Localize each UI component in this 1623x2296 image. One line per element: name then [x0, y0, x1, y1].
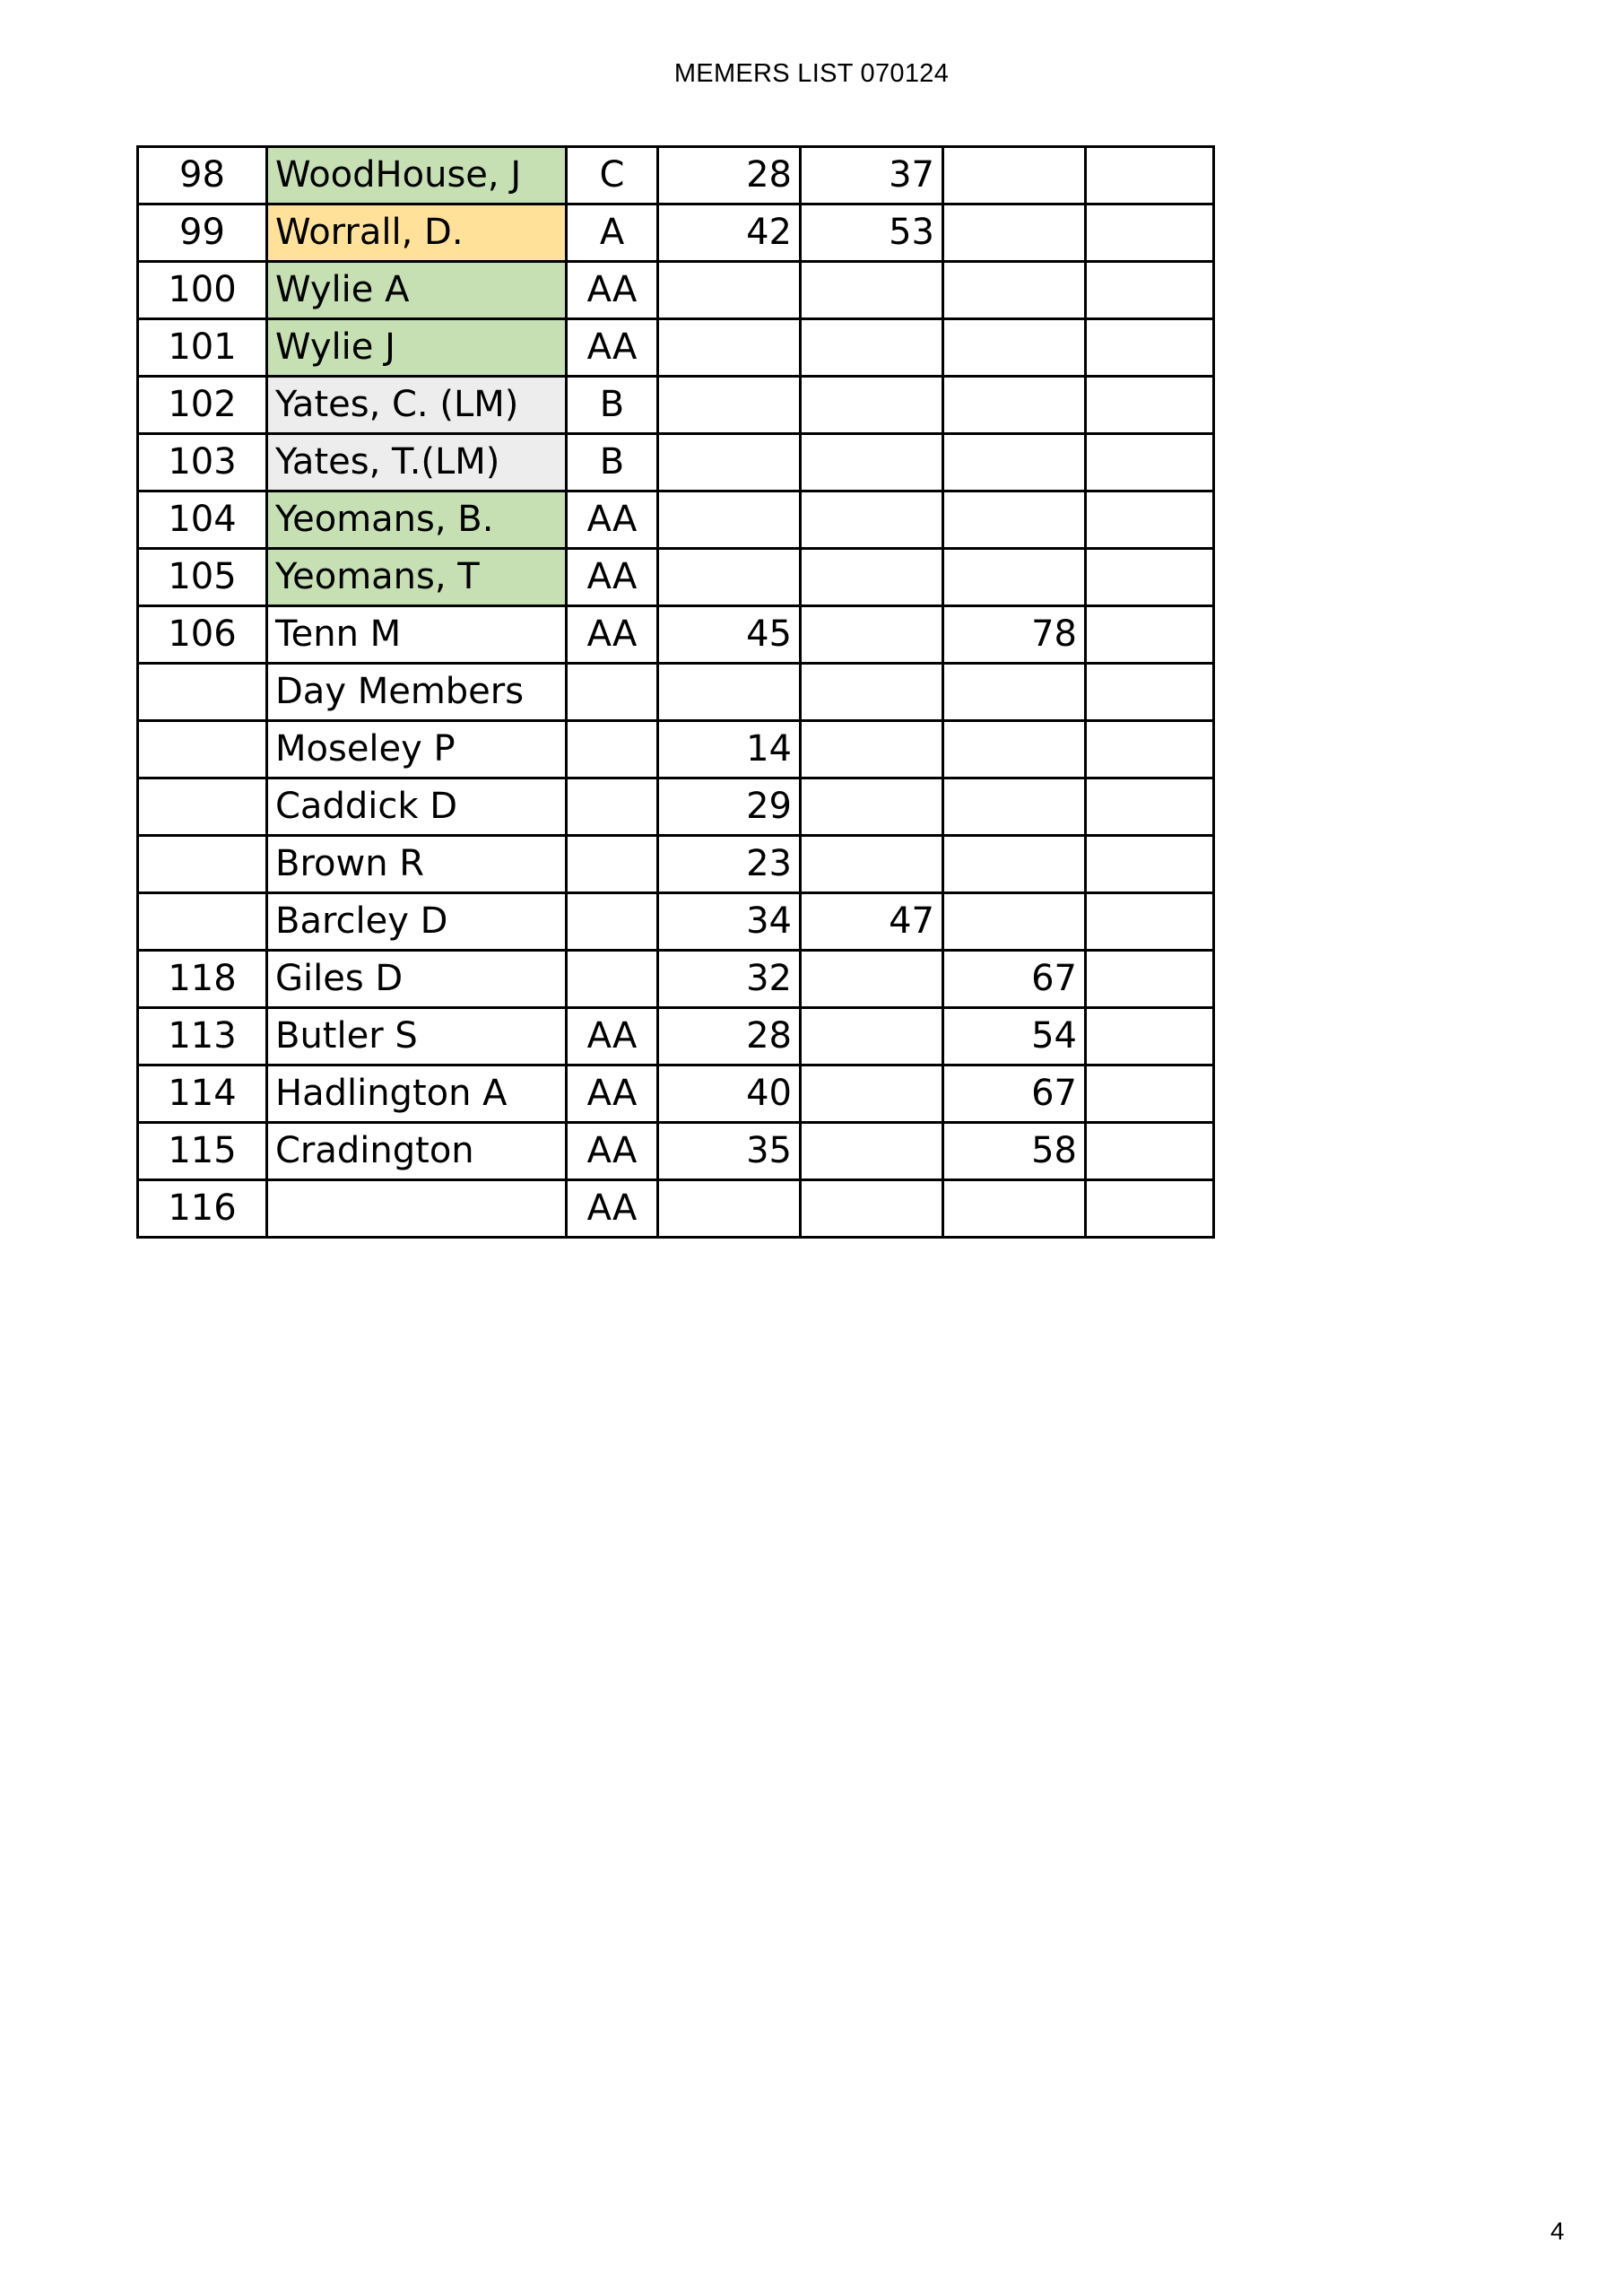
value-1-cell: 29: [658, 778, 801, 836]
member-number-cell: [138, 836, 267, 893]
value-1-cell: [658, 377, 801, 434]
member-name-cell: Tenn M: [267, 606, 567, 664]
value-3-cell: [943, 262, 1086, 319]
value-3-cell: 67: [943, 951, 1086, 1008]
member-name-cell: Cradington: [267, 1123, 567, 1180]
value-4-cell: [1086, 262, 1214, 319]
table-row: [138, 1008, 1214, 1065]
member-number-cell: 104: [138, 491, 267, 549]
page-title: MEMERS LIST 070124: [673, 59, 950, 88]
member-class-cell: AA: [567, 1065, 658, 1123]
member-class-cell: [567, 893, 658, 951]
value-3-cell: [943, 664, 1086, 721]
value-3-cell: [943, 893, 1086, 951]
value-1-cell: 28: [658, 1008, 801, 1065]
value-4-cell: [1086, 1123, 1214, 1180]
value-4-cell: [1086, 1065, 1214, 1123]
value-2-cell: [801, 1065, 943, 1123]
value-4-cell: [1086, 1008, 1214, 1065]
value-3-cell: [943, 434, 1086, 491]
member-name-cell: Yeomans, T: [267, 549, 567, 606]
value-4-cell: [1086, 664, 1214, 721]
table-row: [138, 664, 1214, 721]
member-class-cell: [567, 664, 658, 721]
member-number-cell: [138, 778, 267, 836]
page-number: 4: [1550, 2217, 1565, 2245]
table-row: [138, 147, 1214, 204]
member-name-cell: Giles D: [267, 951, 567, 1008]
value-1-cell: [658, 262, 801, 319]
value-2-cell: [801, 721, 943, 778]
member-number-cell: 103: [138, 434, 267, 491]
member-class-cell: AA: [567, 1123, 658, 1180]
value-3-cell: [943, 147, 1086, 204]
member-class-cell: [567, 778, 658, 836]
value-4-cell: [1086, 778, 1214, 836]
value-3-cell: [943, 204, 1086, 262]
value-4-cell: [1086, 721, 1214, 778]
table-row: [138, 893, 1214, 951]
table-row: [138, 836, 1214, 893]
member-name-cell: Brown R: [267, 836, 567, 893]
table-row: [138, 778, 1214, 836]
value-1-cell: 40: [658, 1065, 801, 1123]
value-1-cell: [658, 1180, 801, 1238]
value-3-cell: 58: [943, 1123, 1086, 1180]
table-row: [138, 1123, 1214, 1180]
member-class-cell: AA: [567, 1180, 658, 1238]
value-1-cell: 28: [658, 147, 801, 204]
table-row: [138, 1065, 1214, 1123]
value-4-cell: [1086, 204, 1214, 262]
member-class-cell: [567, 836, 658, 893]
value-4-cell: [1086, 893, 1214, 951]
member-number-cell: 118: [138, 951, 267, 1008]
table-row: [138, 951, 1214, 1008]
value-2-cell: [801, 1123, 943, 1180]
value-3-cell: [943, 721, 1086, 778]
member-class-cell: AA: [567, 1008, 658, 1065]
table-row: [138, 549, 1214, 606]
member-name-cell: Yates, C. (LM): [267, 377, 567, 434]
value-4-cell: [1086, 147, 1214, 204]
value-3-cell: 67: [943, 1065, 1086, 1123]
member-number-cell: 98: [138, 147, 267, 204]
value-1-cell: 42: [658, 204, 801, 262]
table-row: [138, 434, 1214, 491]
member-number-cell: [138, 664, 267, 721]
member-name-cell: [267, 1180, 567, 1238]
value-4-cell: [1086, 319, 1214, 377]
member-name-cell: Butler S: [267, 1008, 567, 1065]
member-name-cell: Wylie A: [267, 262, 567, 319]
value-1-cell: 34: [658, 893, 801, 951]
value-4-cell: [1086, 491, 1214, 549]
member-class-cell: C: [567, 147, 658, 204]
table-row: [138, 606, 1214, 664]
member-name-cell: Barcley D: [267, 893, 567, 951]
table-row: [138, 491, 1214, 549]
value-2-cell: [801, 262, 943, 319]
member-name-cell: Yates, T.(LM): [267, 434, 567, 491]
member-class-cell: B: [567, 434, 658, 491]
value-4-cell: [1086, 549, 1214, 606]
value-2-cell: [801, 1008, 943, 1065]
value-3-cell: [943, 778, 1086, 836]
value-1-cell: 14: [658, 721, 801, 778]
value-2-cell: [801, 319, 943, 377]
member-class-cell: AA: [567, 262, 658, 319]
value-4-cell: [1086, 377, 1214, 434]
value-2-cell: [801, 606, 943, 664]
value-2-cell: 47: [801, 893, 943, 951]
member-class-cell: AA: [567, 319, 658, 377]
value-1-cell: [658, 549, 801, 606]
member-number-cell: [138, 721, 267, 778]
value-2-cell: [801, 491, 943, 549]
table-row: [138, 721, 1214, 778]
member-name-cell: WoodHouse, J: [267, 147, 567, 204]
value-2-cell: 53: [801, 204, 943, 262]
value-2-cell: [801, 1180, 943, 1238]
value-2-cell: [801, 434, 943, 491]
member-number-cell: 113: [138, 1008, 267, 1065]
member-number-cell: [138, 893, 267, 951]
member-class-cell: AA: [567, 491, 658, 549]
member-class-cell: A: [567, 204, 658, 262]
member-number-cell: 105: [138, 549, 267, 606]
value-1-cell: [658, 319, 801, 377]
value-3-cell: [943, 836, 1086, 893]
members-table-body: [138, 147, 1214, 1238]
member-name-cell: Yeomans, B.: [267, 491, 567, 549]
value-4-cell: [1086, 951, 1214, 1008]
member-number-cell: 99: [138, 204, 267, 262]
member-class-cell: [567, 721, 658, 778]
value-1-cell: 32: [658, 951, 801, 1008]
member-name-cell: Day Members: [267, 664, 567, 721]
value-3-cell: [943, 491, 1086, 549]
value-4-cell: [1086, 434, 1214, 491]
value-3-cell: [943, 319, 1086, 377]
member-class-cell: [567, 951, 658, 1008]
value-4-cell: [1086, 1180, 1214, 1238]
member-name-cell: Worrall, D.: [267, 204, 567, 262]
member-number-cell: 114: [138, 1065, 267, 1123]
value-3-cell: [943, 1180, 1086, 1238]
value-1-cell: [658, 664, 801, 721]
value-4-cell: [1086, 836, 1214, 893]
value-3-cell: 78: [943, 606, 1086, 664]
value-1-cell: 23: [658, 836, 801, 893]
value-2-cell: 37: [801, 147, 943, 204]
member-number-cell: 100: [138, 262, 267, 319]
member-name-cell: Wylie J: [267, 319, 567, 377]
table-row: [138, 262, 1214, 319]
member-class-cell: B: [567, 377, 658, 434]
members-table: [136, 145, 1215, 1239]
member-name-cell: Moseley P: [267, 721, 567, 778]
member-name-cell: Caddick D: [267, 778, 567, 836]
value-3-cell: [943, 377, 1086, 434]
member-number-cell: 106: [138, 606, 267, 664]
member-number-cell: 116: [138, 1180, 267, 1238]
value-1-cell: 45: [658, 606, 801, 664]
member-number-cell: 115: [138, 1123, 267, 1180]
table-row: [138, 377, 1214, 434]
value-3-cell: 54: [943, 1008, 1086, 1065]
table-row: [138, 319, 1214, 377]
member-class-cell: AA: [567, 606, 658, 664]
value-2-cell: [801, 836, 943, 893]
value-2-cell: [801, 664, 943, 721]
value-1-cell: 35: [658, 1123, 801, 1180]
value-4-cell: [1086, 606, 1214, 664]
value-2-cell: [801, 549, 943, 606]
value-1-cell: [658, 491, 801, 549]
value-3-cell: [943, 549, 1086, 606]
table-row: [138, 204, 1214, 262]
table-row: [138, 1180, 1214, 1238]
value-2-cell: [801, 778, 943, 836]
value-2-cell: [801, 951, 943, 1008]
member-name-cell: Hadlington A: [267, 1065, 567, 1123]
value-1-cell: [658, 434, 801, 491]
value-2-cell: [801, 377, 943, 434]
member-number-cell: 101: [138, 319, 267, 377]
member-class-cell: AA: [567, 549, 658, 606]
member-number-cell: 102: [138, 377, 267, 434]
